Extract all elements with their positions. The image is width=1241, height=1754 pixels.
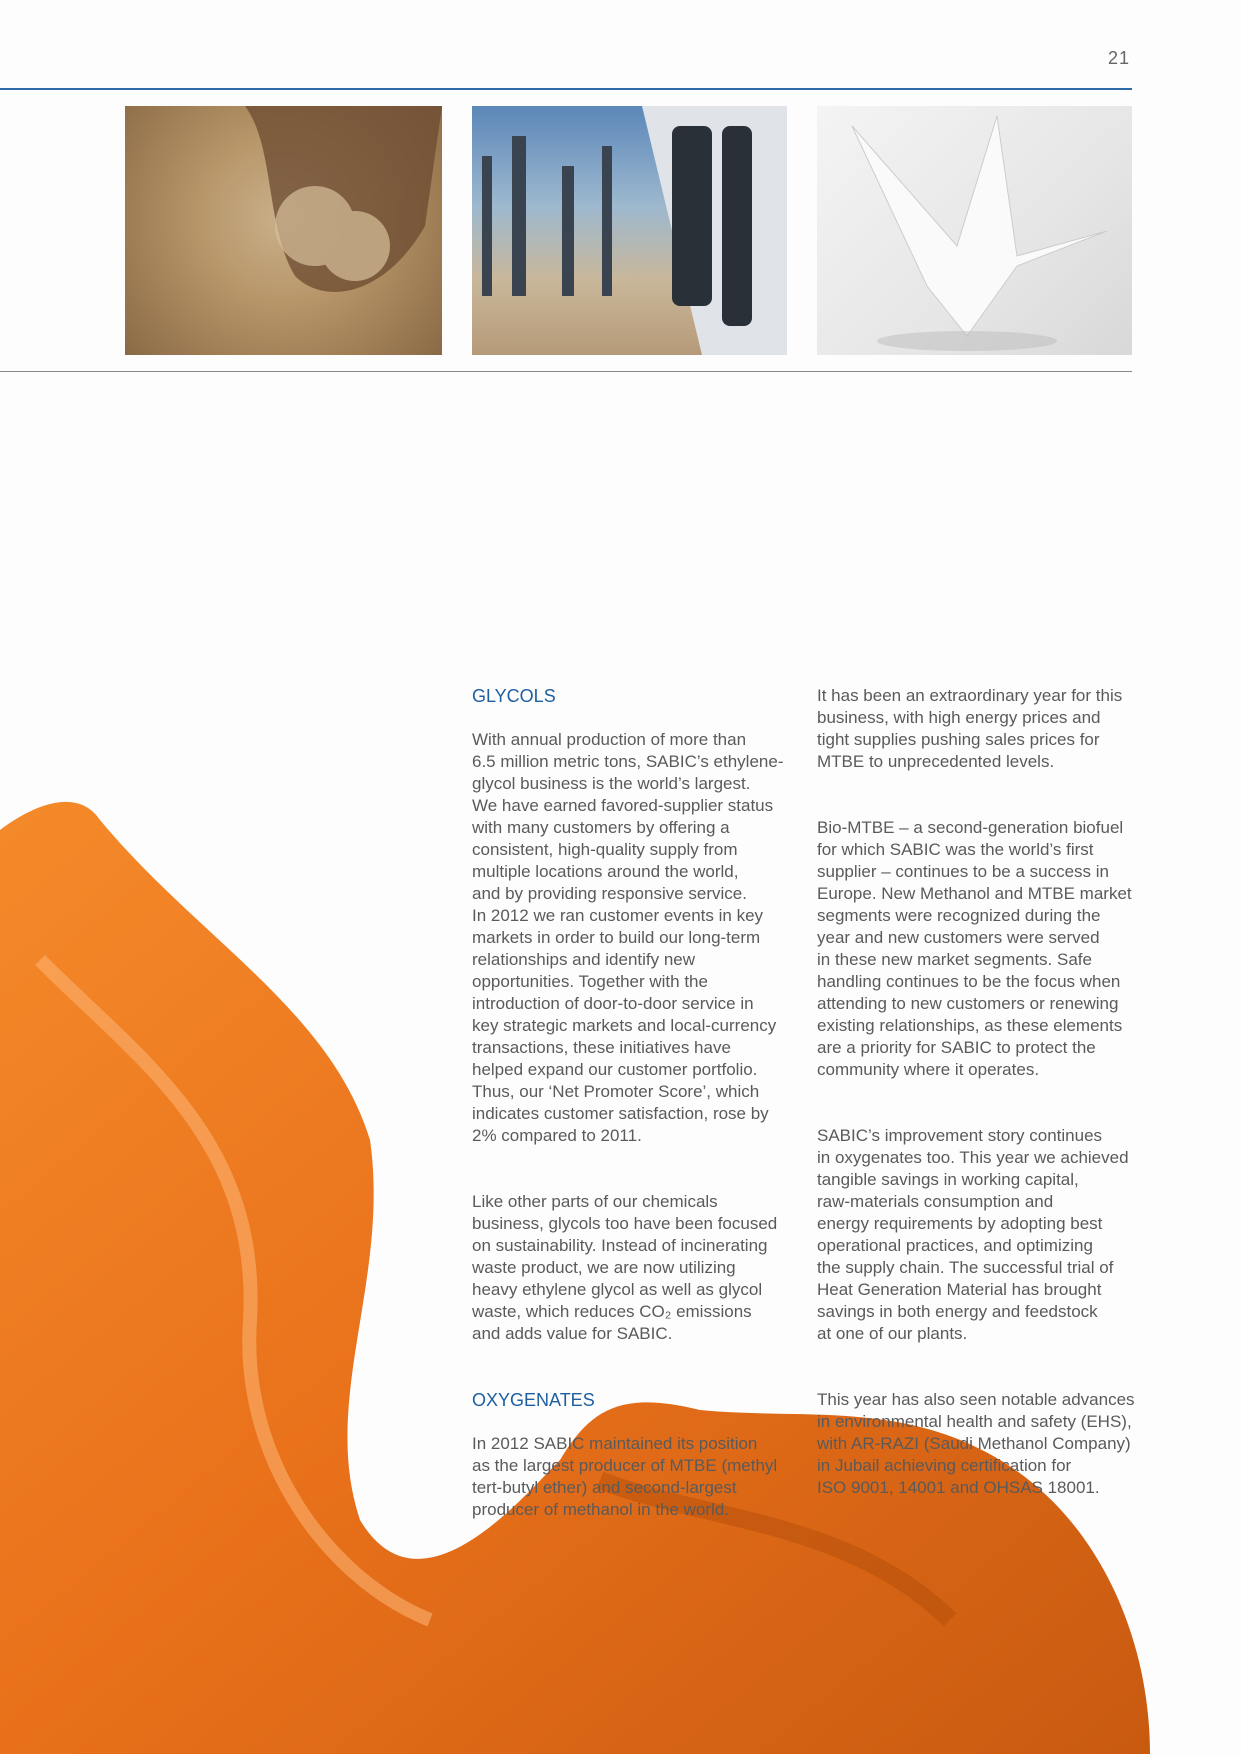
column-left xyxy=(472,663,792,1543)
column-right xyxy=(817,663,1137,1521)
image-strip-rule xyxy=(0,371,1132,372)
paper-crane-photo xyxy=(817,106,1132,355)
heading-oxygenates: OXYGENATES xyxy=(472,1390,595,1410)
header-rule xyxy=(0,88,1132,90)
improvement-paragraph: SABIC’s improvement story continues in oxygenates too. This year we achieved tangible savings in working capital, raw-materials consumption and energy requirements by adopting best operational practices, and optimizing the supply chain. The successful trial of Heat Generation Material has brought savings in both energy and feedstock at one of our plants. xyxy=(817,1126,1129,1343)
page-number: 21 xyxy=(1108,48,1131,68)
oxygenates-paragraph-1: In 2012 SABIC maintained its position as the largest producer of MTBE (methyl tert-butyl ether) and second-largest producer of methanol in the world. xyxy=(472,1434,778,1519)
ehs-paragraph: This year has also seen notable advances in environmental health and safety (EHS), with AR-RAZI (Saudi Methanol Company) in Jubail achieving certification for ISO 9001, 14001 and OHSAS 18001. xyxy=(817,1390,1135,1497)
glycols-paragraph-2: Like other parts of our chemicals business, glycols too have been focused on sustainability. Instead of incinerating waste product, we are now utilizing heavy ethylene glycol as well as glycol waste, which reduces CO₂ emissions and adds value for SABIC. xyxy=(472,1192,778,1343)
refinery-bus-window-photo xyxy=(472,106,787,355)
heading-glycols: GLYCOLS xyxy=(472,686,556,706)
bio-mtbe-paragraph: Bio-MTBE – a second-generation biofuel for which SABIC was the world’s first supplier – continues to be a success in Europe. New Methanol and MTBE market segments were recognized during the year and new customers were served in these new market segments. Safe handling continues to be the focus when attending to new customers or renewing existing relationships, as these elements are a priority for SABIC to protect the community where it operates. xyxy=(817,818,1132,1079)
fertilizer-pellets-photo xyxy=(125,106,442,355)
oxygenates-paragraph-2: It has been an extraordinary year for this business, with high energy prices and tight supplies pushing sales prices for MTBE to unprecedented levels. xyxy=(817,686,1123,771)
glycols-paragraph-1: With annual production of more than 6.5 million metric tons, SABIC’s ethylene- glycol business is the world’s largest. We have earned favored-supplier status with many customers by offering a consistent, high-quality supply from multiple locations around the world, and by providing responsive service. In 2012 we ran customer events in key markets in order to build our long-term relationships and identify new opportunities. Together with the introduction of door-to-door service in key strategic markets and local-currency transactions, these initiatives have helped expand our customer portfolio. Thus, our ‘Net Promoter Score’, which indicates customer satisfaction, rose by 2% compared to 2011. xyxy=(472,730,784,1145)
